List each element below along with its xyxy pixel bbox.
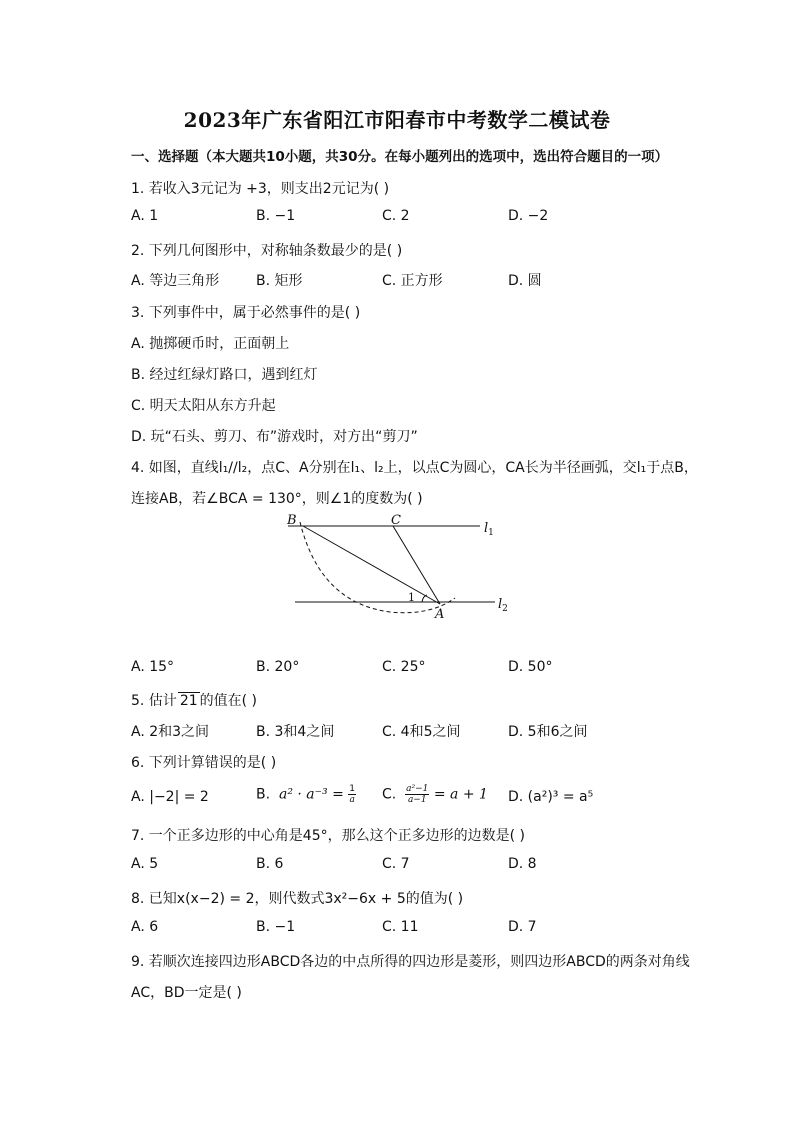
question-9-stem: 9. 若顺次连接四边形ABCD各边的中点所得的四边形是菱形，则四边形ABCD的两条对角线: [131, 954, 690, 970]
q2-option-a: A. 等边三角形: [131, 273, 220, 289]
q6-option-b: B. a² · a⁻³ = $\frac{1}{a}$: [256, 784, 355, 805]
q6-c-fraction: $\frac{\text{a²−1}}{a-1}$: [406, 784, 429, 805]
sqrt-21: 21: [179, 693, 198, 709]
section-heading: 一、选择题（本大题共10小题，共30分。在每小题列出的选项中，选出符合题目的一项）: [131, 149, 669, 165]
label-c: C: [391, 513, 401, 528]
q5-option-b: B. 3和4之间: [256, 724, 335, 740]
q1-option-d: D. −2: [508, 208, 549, 224]
q1-option-b: B. −1: [256, 208, 296, 224]
q7-option-a: A. 5: [131, 856, 159, 872]
q1-option-c: C. 2: [382, 208, 410, 224]
q4-option-a: A. 15°: [131, 659, 175, 675]
question-1-stem: 1. 若收入3元记为 +3，则支出2元记为( ): [131, 181, 390, 197]
label-l2: $l_2$: [498, 597, 508, 614]
q8-option-b: B. −1: [256, 919, 296, 935]
label-angle-1: 1: [408, 591, 415, 604]
q8-option-a: A. 6: [131, 919, 159, 935]
question-6-stem: 6. 下列计算错误的是( ): [131, 755, 277, 771]
q7-option-b: B. 6: [256, 856, 284, 872]
q6-option-c: C. $\frac{\text{a²−1}}{a-1}$ = a + 1: [382, 784, 488, 805]
question-8-stem: 8. 已知x(x−2) = 2，则代数式3x²−6x + 5的值为( ): [131, 891, 464, 907]
question-9-stem-line2: AC，BD一定是( ): [131, 985, 242, 1001]
q3-option-a: A. 抛掷硬币时，正面朝上: [131, 336, 290, 352]
q4-option-d: D. 50°: [508, 659, 553, 675]
segment-ba: [303, 526, 440, 604]
q8-option-d: D. 7: [508, 919, 537, 935]
question-5-stem: 5. 估计 21 的值在( ): [131, 693, 258, 709]
q6-option-a: A. |−2| = 2: [131, 789, 209, 805]
segment-ca: [393, 526, 440, 604]
label-a: A: [435, 607, 445, 622]
q3-option-d: D. 玩“石头、剪刀、布”游戏时，对方出“剪刀”: [131, 429, 418, 445]
q3-option-c: C. 明天太阳从东方升起: [131, 398, 276, 414]
q2-option-b: B. 矩形: [256, 273, 303, 289]
q5-option-d: D. 5和6之间: [508, 724, 588, 740]
q8-option-c: C. 11: [382, 919, 419, 935]
question-3-stem: 3. 下列事件中，属于必然事件的是( ): [131, 305, 361, 321]
label-b: B: [287, 513, 297, 528]
q4-geometry-figure: [270, 508, 520, 628]
q2-option-d: D. 圆: [508, 273, 542, 289]
q7-option-d: D. 8: [508, 856, 537, 872]
q5-option-c: C. 4和5之间: [382, 724, 461, 740]
page-title: 2023年广东省阳江市阳春市中考数学二模试卷: [183, 108, 611, 132]
q4-option-b: B. 20°: [256, 659, 300, 675]
question-4-stem: 4. 如图，直线l₁//l₂，点C、A分别在l₁、l₂上，以点C为圆心，CA长为半径画弧，交l₁于点B，: [131, 460, 698, 476]
q5-option-a: A. 2和3之间: [131, 724, 210, 740]
q2-option-c: C. 正方形: [382, 273, 443, 289]
q6-b-fraction: $\frac{1}{a}$: [349, 784, 355, 805]
question-7-stem: 7. 一个正多边形的中心角是45°，那么这个正多边形的边数是( ): [131, 828, 525, 844]
q3-option-b: B. 经过红绿灯路口，遇到红灯: [131, 367, 318, 383]
q6-option-d: D. (a²)³ = a⁵: [508, 789, 594, 805]
q7-option-c: C. 7: [382, 856, 410, 872]
question-2-stem: 2. 下列几何图形中，对称轴条数最少的是( ): [131, 243, 403, 259]
label-l1: $l_1$: [484, 521, 494, 538]
q1-option-a: A. 1: [131, 208, 159, 224]
question-4-stem-line2: 连接AB，若∠BCA = 130°，则∠1的度数为( ): [131, 491, 423, 507]
q4-option-c: C. 25°: [382, 659, 426, 675]
